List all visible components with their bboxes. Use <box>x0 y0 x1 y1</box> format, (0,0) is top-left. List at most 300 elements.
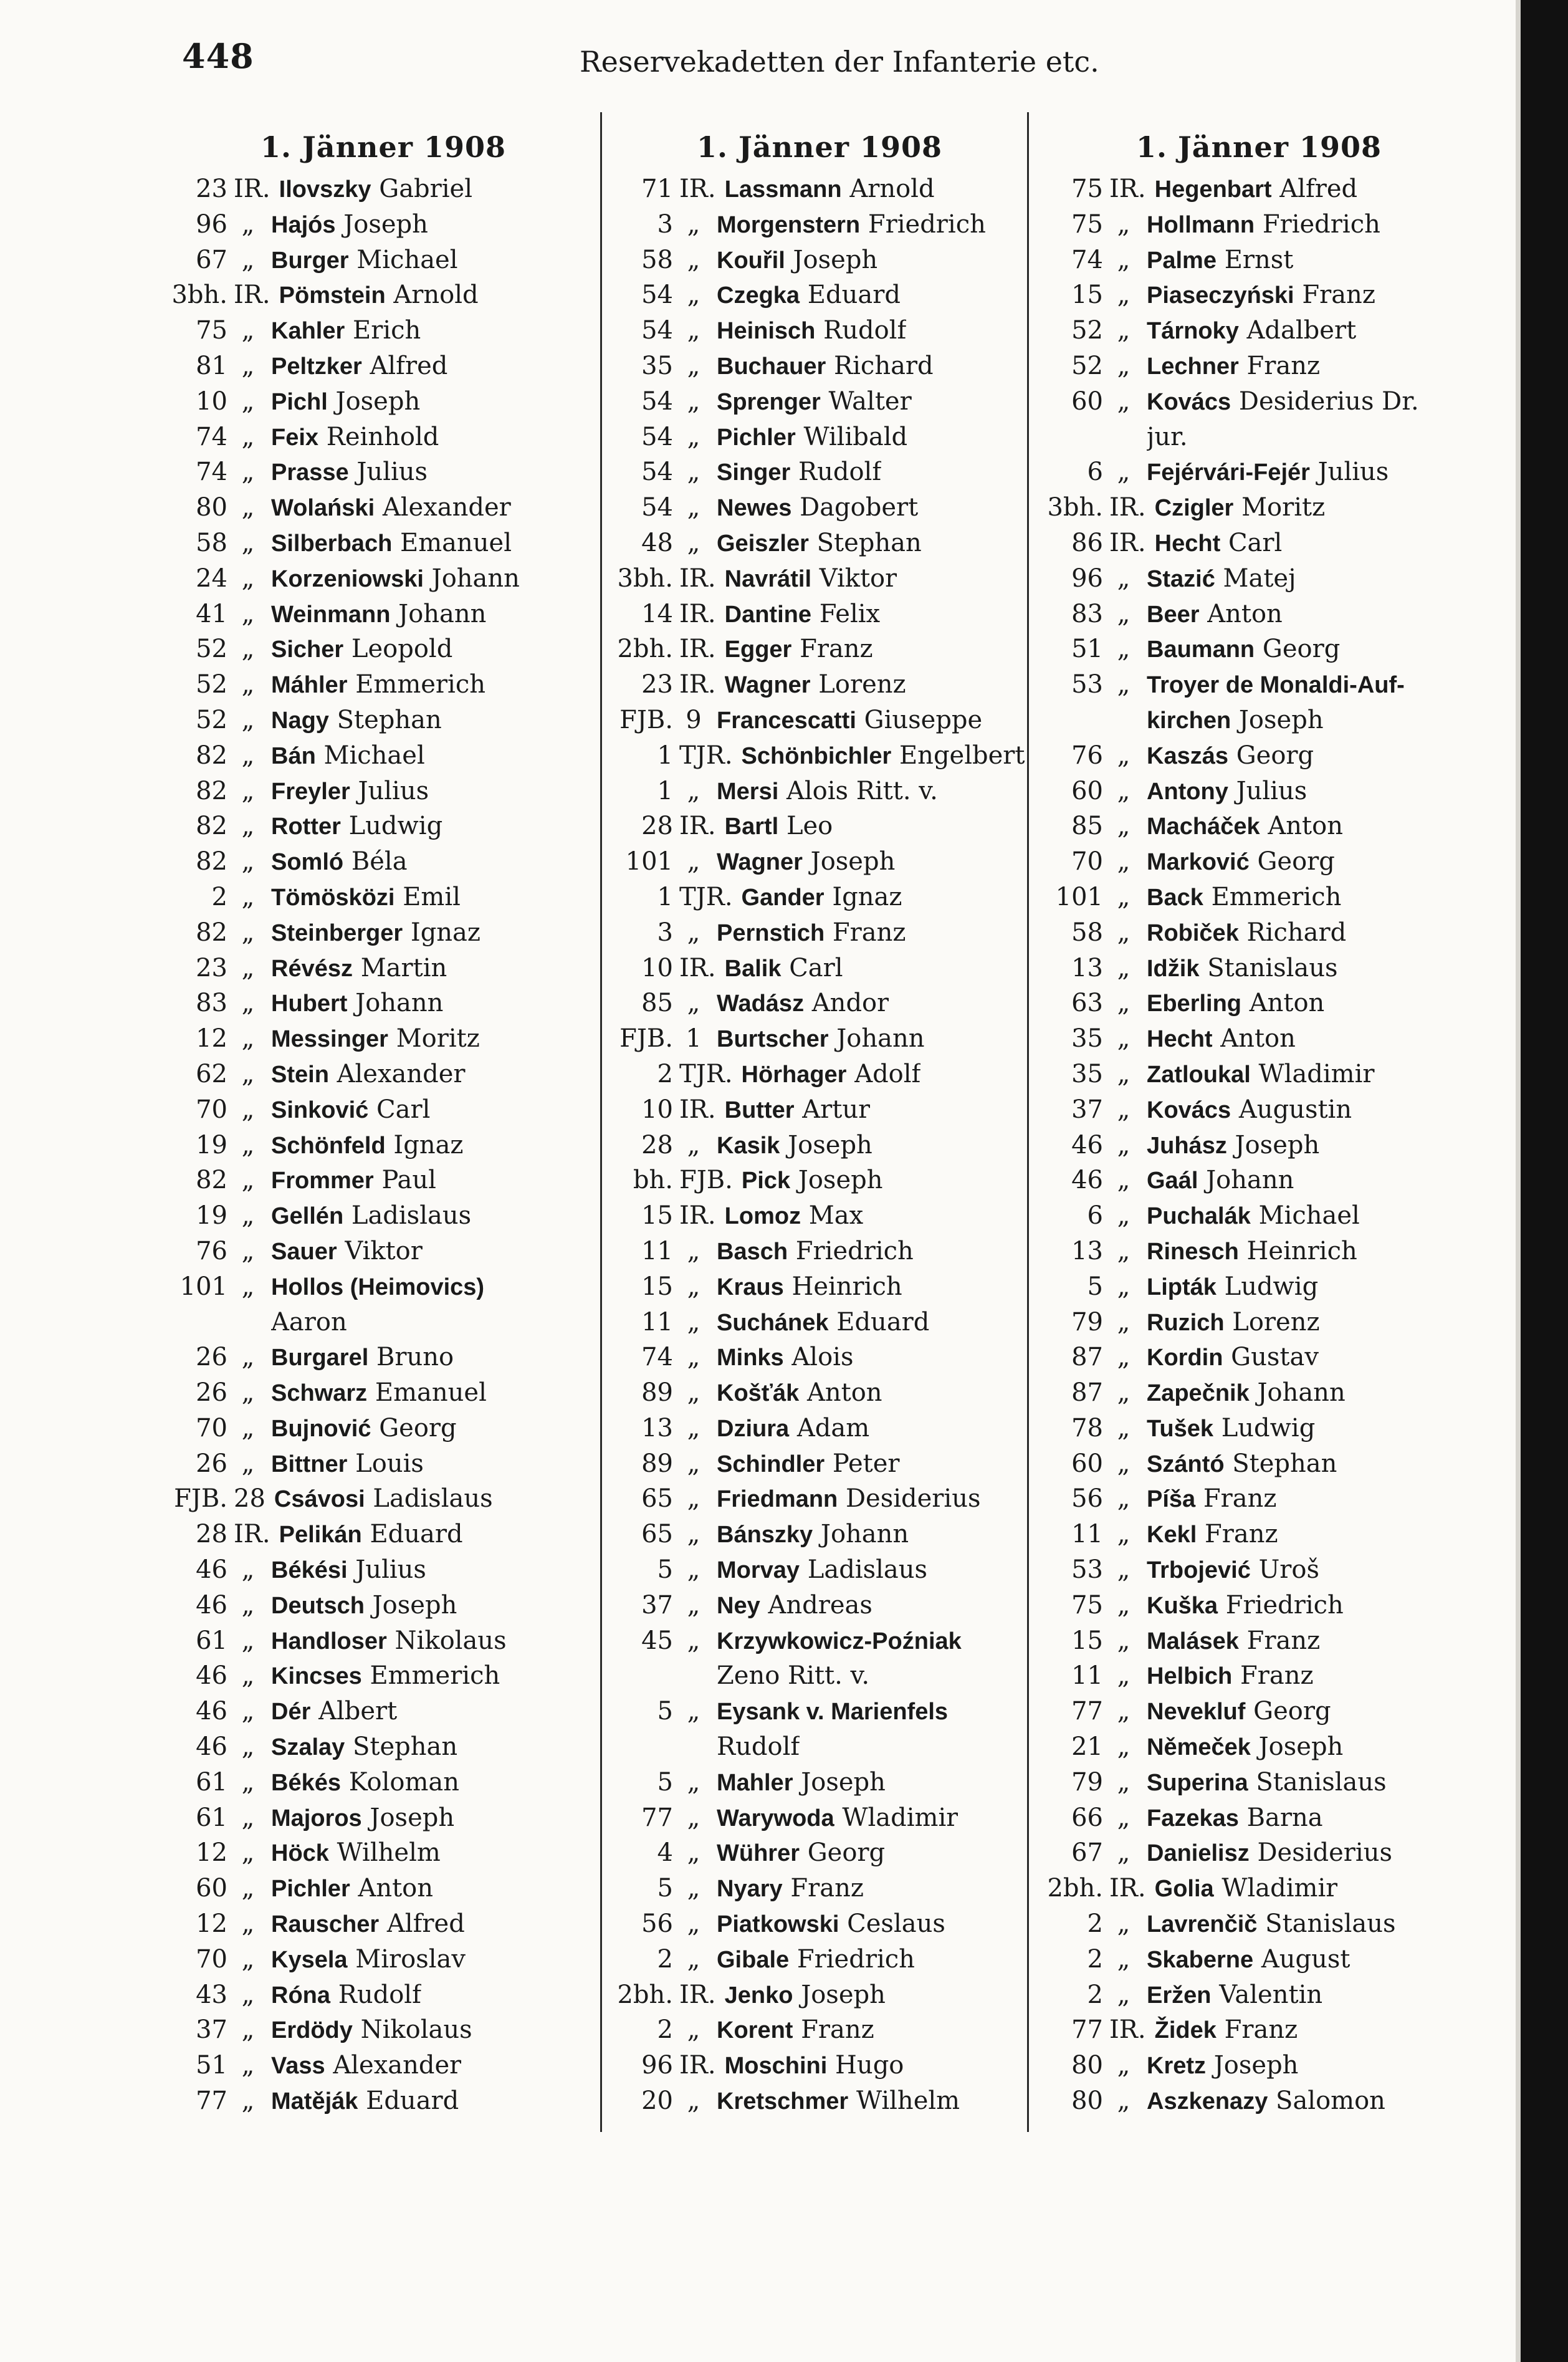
unit-label: „ <box>687 422 700 451</box>
surname: Kretschmer <box>717 2088 849 2115</box>
roster-row <box>1041 951 1477 986</box>
roster-row <box>611 2083 1028 2119</box>
person-name <box>271 1269 484 1305</box>
roster-row <box>1041 1269 1477 1305</box>
unit-label: „ <box>1117 1555 1131 1585</box>
surname: Singer <box>717 459 791 486</box>
person-name <box>1147 703 1324 739</box>
roster-row <box>1041 526 1477 561</box>
roster-row <box>611 1729 1028 1765</box>
roster-row <box>611 1552 1028 1588</box>
roster-row <box>168 1128 598 1163</box>
given-name: Stephan <box>337 705 442 734</box>
unit-label: IR. <box>1109 528 1146 557</box>
person-name <box>271 313 421 349</box>
person-name <box>717 1552 927 1588</box>
given-name: Ceslaus <box>847 1909 945 1939</box>
regiment-number: 74 <box>641 1343 673 1372</box>
regiment-number: 2bh. <box>1047 1874 1103 1903</box>
unit-label: „ <box>1117 1697 1131 1726</box>
regiment-number: 10 <box>641 953 673 982</box>
given-name: Michael <box>1258 1201 1360 1231</box>
given-name: Salomon <box>1276 2086 1385 2116</box>
surname: Majoros <box>271 1805 362 1832</box>
given-name: Georg <box>379 1413 457 1443</box>
regiment-number: 26 <box>196 1343 227 1372</box>
person-name <box>271 1198 471 1234</box>
person-name <box>717 384 912 420</box>
unit-label: „ <box>687 1236 700 1265</box>
person-name <box>717 844 895 880</box>
regiment-number: 11 <box>1071 1661 1103 1691</box>
person-name <box>271 774 429 810</box>
roster-row <box>168 880 598 915</box>
person-name <box>1147 2083 1385 2120</box>
roster-row <box>611 1163 1028 1198</box>
given-name: Wladimir <box>1221 1874 1338 1903</box>
given-name: Giuseppe <box>864 705 983 734</box>
regiment-number: 80 <box>1071 2086 1103 2116</box>
given-name: Engelbert <box>899 741 1025 770</box>
unit-label: „ <box>241 1378 255 1408</box>
surname: Nagy <box>271 707 329 734</box>
person-name <box>717 1835 885 1871</box>
regiment-number: 82 <box>196 776 227 805</box>
unit-label: „ <box>1117 1343 1131 1372</box>
roster-row <box>168 631 598 667</box>
person-name <box>1147 738 1314 774</box>
unit-label: IR. <box>679 670 716 699</box>
roster-row <box>611 844 1028 880</box>
surname: Heinisch <box>717 318 816 345</box>
unit-label: „ <box>687 281 700 310</box>
unit-label: IR. <box>679 953 716 982</box>
surname: Matěják <box>271 2088 358 2115</box>
given-name: Reinhold <box>326 422 439 451</box>
unit-label: „ <box>241 918 255 947</box>
unit-label: „ <box>241 1838 255 1868</box>
person-name <box>271 1658 500 1694</box>
person-name <box>742 1163 883 1199</box>
given-name: Richard <box>1246 918 1347 947</box>
unit-label: „ <box>687 1484 700 1514</box>
surname: Burtscher <box>717 1026 829 1053</box>
surname: Hajós <box>271 211 336 238</box>
given-name: Alfred <box>1279 175 1358 203</box>
regiment-number: 46 <box>196 1697 227 1726</box>
person-name <box>1147 1835 1392 1871</box>
given-name: Ludwig <box>348 812 443 841</box>
regiment-number: 65 <box>641 1520 673 1549</box>
roster-row <box>611 171 1028 207</box>
roster-row <box>1041 313 1477 348</box>
unit-label: „ <box>687 458 700 487</box>
given-name: Franz <box>1240 1661 1314 1691</box>
unit-label: „ <box>1117 1767 1131 1797</box>
given-name: Ignaz <box>832 882 902 911</box>
roster-row <box>168 313 598 348</box>
roster-row <box>611 1057 1028 1092</box>
regiment-number: 15 <box>641 1272 673 1301</box>
given-name: Alexander <box>337 1059 466 1088</box>
regiment-number: 45 <box>641 1626 673 1655</box>
surname: Macháček <box>1147 814 1260 840</box>
roster-row <box>611 1765 1028 1800</box>
regiment-number: 5 <box>657 1555 673 1585</box>
person-name <box>717 313 906 349</box>
person-name <box>1147 1481 1276 1517</box>
unit-label: „ <box>687 1130 700 1159</box>
roster-row <box>611 1942 1028 1977</box>
regiment-number: 3bh. <box>171 281 227 310</box>
unit-label: „ <box>241 1201 255 1231</box>
regiment-number: FJB. <box>174 1484 227 1514</box>
roster-row <box>1041 774 1477 809</box>
unit-label: „ <box>1117 989 1131 1018</box>
person-name <box>271 1765 459 1801</box>
roster-row <box>611 1375 1028 1411</box>
unit-label: IR. <box>679 635 716 664</box>
unit-label: „ <box>241 1874 255 1903</box>
regiment-number: 61 <box>196 1767 227 1797</box>
regiment-number: 89 <box>641 1378 673 1408</box>
unit-label: „ <box>687 1626 700 1655</box>
regiment-number: 83 <box>196 989 227 1018</box>
roster-row <box>1041 348 1477 384</box>
unit-label: „ <box>241 564 255 593</box>
given-name: Hugo <box>835 2051 904 2080</box>
surname: Czigler <box>1154 495 1234 522</box>
unit-label: IR. <box>234 281 270 310</box>
given-name: Alexander <box>333 2051 462 2080</box>
regiment-number: 54 <box>641 422 673 451</box>
unit-label: „ <box>1117 1944 1131 1974</box>
given-name: Georg <box>1262 635 1341 664</box>
surname: Superina <box>1147 1769 1248 1796</box>
roster-row <box>1041 986 1477 1021</box>
person-name <box>271 1411 457 1447</box>
roster-row <box>168 1163 598 1198</box>
person-name <box>1147 1021 1296 1057</box>
regiment-number: 74 <box>196 458 227 487</box>
unit-label: „ <box>241 1803 255 1832</box>
regiment-number: 46 <box>1071 1166 1103 1195</box>
unit-label: TJR. <box>679 741 733 770</box>
given-name: Andor <box>811 989 889 1018</box>
surname: Korent <box>717 2017 793 2044</box>
roster-row <box>611 526 1028 561</box>
person-name <box>1147 809 1343 845</box>
surname: Antony <box>1147 778 1228 805</box>
person-name <box>271 1234 423 1270</box>
person-name <box>717 986 889 1022</box>
roster-row <box>1041 915 1477 951</box>
regiment-number: 35 <box>1071 1059 1103 1088</box>
regiment-number: 12 <box>196 1909 227 1939</box>
surname: Burger <box>271 247 349 274</box>
roster-row <box>611 348 1028 384</box>
roster-row <box>1041 207 1477 242</box>
person-name <box>1147 207 1380 243</box>
surname: Jenko <box>724 1982 793 2009</box>
unit-label: „ <box>687 847 700 876</box>
regiment-number: 46 <box>196 1555 227 1585</box>
unit-label: „ <box>687 1378 700 1408</box>
person-name <box>742 1057 921 1093</box>
regiment-number: 85 <box>1071 812 1103 841</box>
regiment-number: 35 <box>1071 1024 1103 1054</box>
surname: Tárnoky <box>1147 318 1239 345</box>
given-name: Emanuel <box>375 1378 487 1408</box>
roster-row <box>168 1729 598 1765</box>
given-name: August <box>1261 1944 1350 1974</box>
surname: Szántó <box>1147 1451 1225 1477</box>
roster-row <box>168 915 598 951</box>
roster-row <box>1041 1552 1477 1588</box>
person-name <box>717 490 918 526</box>
person-name <box>1147 1446 1337 1482</box>
given-name: Wilhelm <box>856 2086 960 2116</box>
person-name <box>717 454 881 491</box>
person-name <box>717 1588 872 1624</box>
roster-row <box>168 1446 598 1482</box>
unit-label: „ <box>687 918 700 947</box>
unit-label: IR. <box>1109 1874 1146 1903</box>
regiment-number: 52 <box>1071 351 1103 380</box>
roster-row <box>611 1128 1028 1163</box>
person-name <box>717 277 901 314</box>
person-name <box>1147 1729 1343 1765</box>
surname: Balik <box>724 955 782 982</box>
regiment-number: 82 <box>196 741 227 770</box>
surname: Skaberne <box>1147 1946 1254 1973</box>
surname: Wührer <box>717 1840 800 1867</box>
unit-label: IR. <box>679 1980 716 2009</box>
regiment-number: 2 <box>1087 1980 1103 2009</box>
regiment-number: 21 <box>1071 1732 1103 1762</box>
regiment-number: 2 <box>1087 1909 1103 1939</box>
regiment-number: 37 <box>1071 1095 1103 1124</box>
surname: Newes <box>717 495 792 522</box>
unit-label: IR. <box>679 1095 716 1124</box>
person-name <box>1147 420 1188 456</box>
unit-label: „ <box>1117 953 1131 982</box>
given-name: Anton <box>806 1378 882 1408</box>
person-name <box>1147 597 1283 633</box>
surname: Gellén <box>271 1203 344 1230</box>
regiment-number: 60 <box>1071 1449 1103 1478</box>
person-name <box>271 2083 459 2120</box>
surname: Dantine <box>724 601 811 628</box>
roster-row <box>611 1340 1028 1375</box>
given-name: Anton <box>358 1874 434 1903</box>
surname: Steinberger <box>271 919 403 946</box>
roster-row <box>1041 1906 1477 1942</box>
unit-label: „ <box>687 493 700 522</box>
person-name <box>271 809 442 845</box>
roster-row <box>1041 171 1477 207</box>
given-name: Eduard <box>366 2086 459 2116</box>
roster-row <box>168 1092 598 1128</box>
column-2 <box>611 128 1028 2119</box>
roster-row <box>168 2012 598 2048</box>
given-name: Emmerich <box>355 670 486 699</box>
person-name <box>725 597 880 633</box>
roster-row <box>168 1198 598 1234</box>
unit-label: „ <box>1117 1413 1131 1443</box>
given-name: Augustin <box>1238 1095 1352 1124</box>
unit-label: „ <box>1117 1059 1131 1088</box>
given-name: Wladimir <box>842 1803 958 1832</box>
surname: Fazekas <box>1147 1805 1239 1832</box>
person-name <box>1147 454 1389 491</box>
roster-row <box>1041 844 1477 880</box>
surname: Ney <box>717 1592 760 1619</box>
person-name <box>274 1481 493 1517</box>
unit-label: „ <box>241 812 255 841</box>
roster-row <box>611 384 1028 420</box>
unit-label: „ <box>1117 458 1131 487</box>
given-name: Stephan <box>1232 1449 1337 1478</box>
given-name: Rudolf <box>717 1732 800 1762</box>
regiment-number: 5 <box>1087 1272 1103 1301</box>
surname: Wolański <box>271 495 375 522</box>
person-name <box>1147 2048 1298 2084</box>
person-name <box>1147 1269 1318 1305</box>
person-name <box>717 1375 882 1411</box>
unit-label: „ <box>1117 1661 1131 1691</box>
regiment-number: 37 <box>196 2015 227 2045</box>
roster-row <box>168 1765 598 1800</box>
person-name <box>271 490 511 526</box>
given-name: Miroslav <box>355 1944 466 1974</box>
given-name: Aaron <box>271 1307 347 1337</box>
person-name <box>271 1057 466 1093</box>
given-name: Rudolf <box>338 1980 421 2009</box>
unit-label: „ <box>1117 2086 1131 2116</box>
given-name: Louis <box>355 1449 424 1478</box>
roster-row <box>168 809 598 844</box>
column-heading: 1. Jänner 1908 <box>1135 130 1382 164</box>
person-name <box>1147 277 1375 314</box>
surname: Morvay <box>717 1557 800 1584</box>
regiment-number: 15 <box>1071 1626 1103 1655</box>
surname: Minks <box>717 1345 784 1371</box>
surname: Fejérvári-Fejér <box>1147 459 1310 486</box>
unit-label: „ <box>687 351 700 380</box>
running-title: Reservekadetten der Infanterie etc. <box>580 45 1099 79</box>
regiment-number: 96 <box>1071 564 1103 593</box>
given-name: Eduard <box>807 281 901 310</box>
person-name <box>271 1694 397 1730</box>
surname: Back <box>1147 884 1203 911</box>
regiment-number: 26 <box>196 1378 227 1408</box>
roster-row <box>168 1517 598 1552</box>
regiment-number: 46 <box>196 1590 227 1620</box>
given-name: Carl <box>376 1095 431 1124</box>
regiment-number: 43 <box>196 1980 227 2009</box>
person-name <box>1147 880 1341 916</box>
surname: Nevekluf <box>1147 1699 1246 1726</box>
unit-label: „ <box>241 458 255 487</box>
person-name <box>725 561 897 597</box>
given-name: Paul <box>381 1166 436 1195</box>
person-name <box>271 1340 454 1376</box>
given-name: Alfred <box>370 351 448 380</box>
given-name: Béla <box>351 847 408 876</box>
given-name: Matej <box>1223 564 1296 593</box>
unit-label: „ <box>1117 245 1131 274</box>
given-name: Bruno <box>376 1343 454 1372</box>
roster-row <box>1041 277 1477 313</box>
roster-row <box>168 277 598 313</box>
given-name: Alfred <box>386 1909 465 1939</box>
given-name: Joseph <box>810 847 896 876</box>
person-name <box>1155 2012 1298 2048</box>
roster-row <box>611 561 1028 597</box>
given-name: Michael <box>323 741 425 770</box>
given-name: Desiderius <box>1257 1838 1392 1868</box>
regiment-number: 28 <box>641 1130 673 1159</box>
person-name <box>271 915 480 951</box>
surname: Basch <box>717 1238 788 1265</box>
regiment-number: 52 <box>196 670 227 699</box>
regiment-number: 61 <box>196 1803 227 1832</box>
given-name: Zeno Ritt. v. <box>717 1661 870 1691</box>
unit-label: „ <box>241 882 255 911</box>
person-name <box>717 1942 915 1978</box>
given-name: Desiderius Dr. <box>1238 386 1419 416</box>
roster-row <box>168 1977 598 2013</box>
person-name <box>1147 1411 1315 1447</box>
regiment-number: 10 <box>641 1095 673 1124</box>
unit-label: „ <box>687 1307 700 1337</box>
person-name <box>1155 490 1326 526</box>
given-name: Ernst <box>1224 245 1294 274</box>
roster-row <box>168 667 598 703</box>
surname: Dér <box>271 1699 311 1726</box>
given-name: Emil <box>403 882 461 911</box>
person-name <box>717 1234 914 1270</box>
given-name: Dagobert <box>800 493 919 522</box>
person-name <box>717 915 906 951</box>
surname: Rauscher <box>271 1911 380 1938</box>
person-name <box>1147 384 1419 420</box>
unit-label: IR. <box>679 175 716 203</box>
regiment-number: 54 <box>641 458 673 487</box>
regiment-number: 63 <box>1071 989 1103 1018</box>
unit-label: „ <box>241 847 255 876</box>
scan-edge <box>1521 0 1568 2362</box>
person-name <box>717 1305 929 1341</box>
given-name: Moritz <box>1241 493 1326 522</box>
regiment-number: 6 <box>1087 1201 1103 1231</box>
surname: Kraus <box>717 1274 784 1300</box>
person-name <box>271 242 458 279</box>
regiment-number: 20 <box>641 2086 673 2116</box>
unit-label: „ <box>241 245 255 274</box>
surname: Aszkenazy <box>1147 2088 1268 2115</box>
roster-row <box>1041 703 1477 738</box>
given-name: Martin <box>360 953 447 982</box>
given-name: Viktor <box>345 1236 423 1265</box>
unit-label: „ <box>241 953 255 982</box>
surname: Bartl <box>724 814 779 840</box>
regiment-number: bh. <box>633 1166 673 1195</box>
roster-row <box>1041 1800 1477 1836</box>
regiment-number: 62 <box>196 1059 227 1088</box>
roster-row <box>1041 1021 1477 1057</box>
